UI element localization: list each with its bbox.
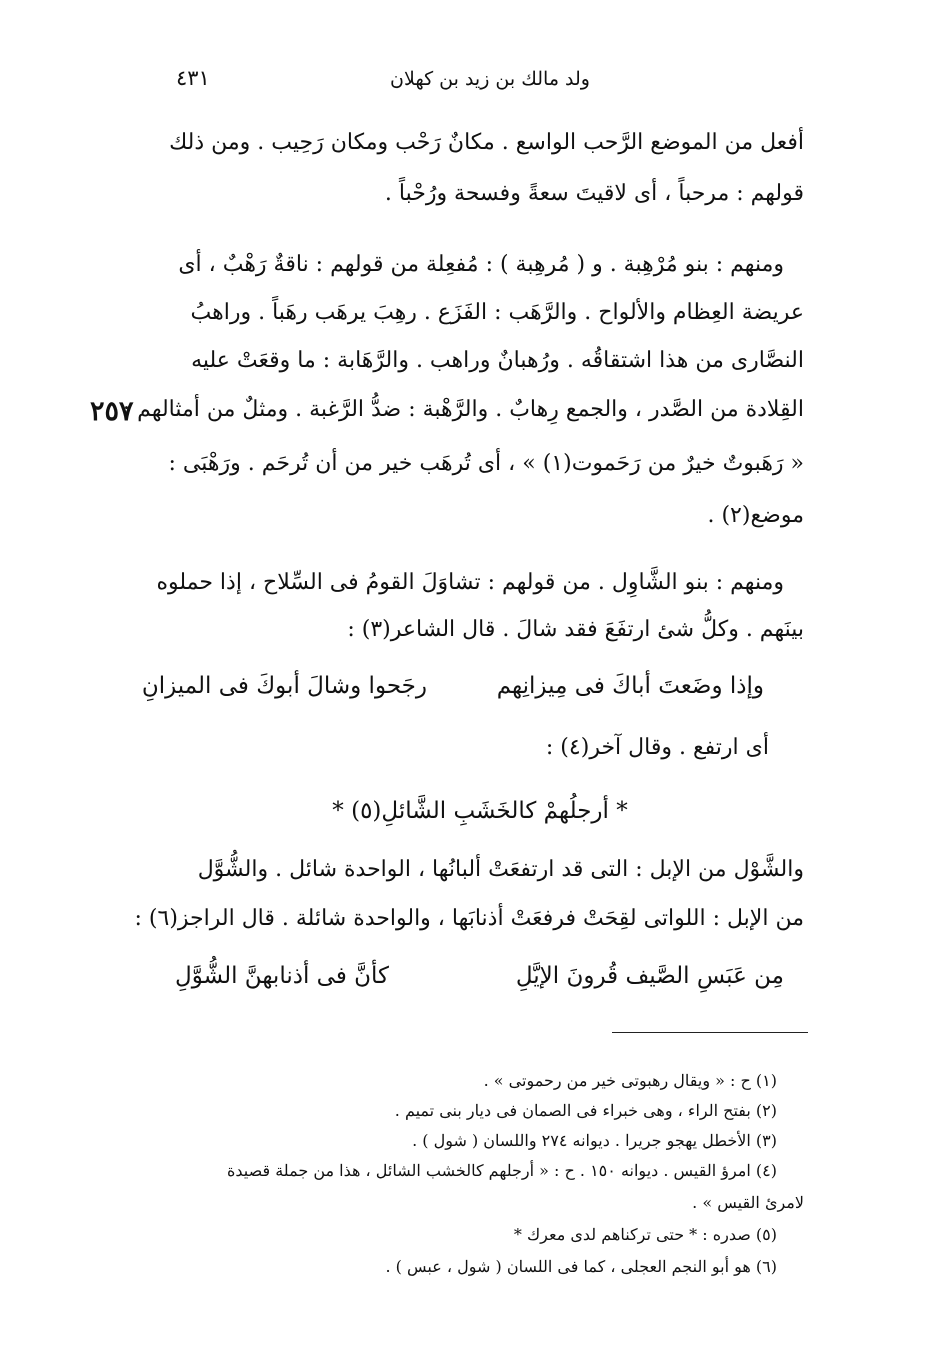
line-after-verse-1: أى ارتفع . وقال آخر(٤) : [545, 735, 769, 760]
running-header-title: ولد مالك بن زيد بن كهلان [390, 68, 590, 90]
footnote-3: (٣) الأخطل يهجو جريرا . ديوانه ٢٧٤ واللسان ( شول ) . [412, 1131, 777, 1150]
footnote-4-continuation: لامرئ القيس » . [692, 1193, 804, 1212]
footnote-1: (١) ح : « ويقال رهبوتى خير من رحموتى » . [483, 1071, 777, 1090]
paragraph-2-line-1: ومنهم : بنو مُرْهِبة . و ( مُرهِبة ) : مُفعِلة من قولهم : ناقةٌ رَهْبٌ ، أى [178, 252, 784, 277]
verse-3-second-part: مِن عَبَسِ الصَّيف قُرونَ الإيَّلِ [515, 963, 784, 989]
footnote-separator [612, 1032, 808, 1033]
paragraph-3-line-2: بينَهم . وكلُّ شئ ارتفَعَ فقد شالَ . قال الشاعر(٣) : [347, 617, 804, 642]
footnote-5: (٥) صدره : * حتى تركناهم لدى معرك * [513, 1225, 777, 1244]
page-number: ٤٣١ [176, 66, 210, 90]
paragraph-1-line-2: قولهم : مرحباً ، أى لاقيتَ سعةً وفسحة ورُحْباً . [384, 181, 804, 206]
footnote-6: (٦) هو أبو النجم العجلى ، كما فى اللسان ( شول ، عبس ) . [385, 1257, 777, 1276]
margin-section-number: ٢٥٧ [90, 396, 134, 427]
footnote-2: (٢) بفتح الراء ، وهى خبراء فى الصمان فى ديار بنى تميم . [394, 1101, 777, 1120]
verse-1-first-hemistich: وإذا وضَعتَ أباكَ فى مِيزانِهم [496, 673, 764, 699]
verse-3-first-part: كأنَّ فى أذنابهنَّ الشُّوَّلِ [174, 963, 389, 989]
footnote-4: (٤) امرؤ القيس . ديوانه ١٥٠ . ح : « أرجلهم كالخشب الشائل ، هذا من جملة قصيدة [227, 1161, 777, 1180]
paragraph-2-line-4: القِلادة من الصَّدر ، والجمع رِهابٌ . والرَّهْبة : ضدُّ الرَّغبة . ومثلٌ من أمثالهم : [122, 397, 804, 422]
paragraph-2-line-2: عريضة العِظام والألواح . والرَّهَب : الفَزَع . رهِبَ يرهَب رهَباً . وراهبُ [190, 300, 804, 325]
verse-2: * أرجلُهمْ كالخَشَبِ الشَّائلِ(٥) * [332, 798, 628, 824]
paragraph-4-line-2: من الإبل : اللواتى لقِحَتْ فرفعَتْ أذنابَها ، والواحدة شائلة . قال الراجز(٦) : [134, 906, 804, 931]
paragraph-1-line-1: أفعل من الموضع الرَّحب الواسع . مكانٌ رَحْب ومكان رَحِيب . ومن ذلك [169, 130, 804, 155]
paragraph-2-line-3: النصَّارى من هذا اشتقاقُه . ورُهبانٌ وراهب . والرَّهَابة : ما وقعَتْ عليه [191, 348, 804, 373]
paragraph-3-line-1: ومنهم : بنو الشَّاوِل . من قولهم : تشاوَلَ القومُ فى السِّلاح ، إذا حملوه [156, 570, 784, 595]
paragraph-2-line-5: « رَهَبوتٌ خيرٌ من رَحَموت(١) » ، أى تُرهَب خير من أن تُرحَم . ورَهْبَى : [168, 451, 804, 476]
paragraph-2-line-6: موضع(٢) . [707, 503, 804, 528]
verse-1-second-hemistich: رجَحوا وشالَ أبوكَ فى الميزانِ [141, 673, 427, 699]
paragraph-4-line-1: والشَّوْل من الإبل : التى قد ارتفعَتْ ألبانُها ، الواحدة شائل . والشُّوَّل [197, 857, 804, 882]
